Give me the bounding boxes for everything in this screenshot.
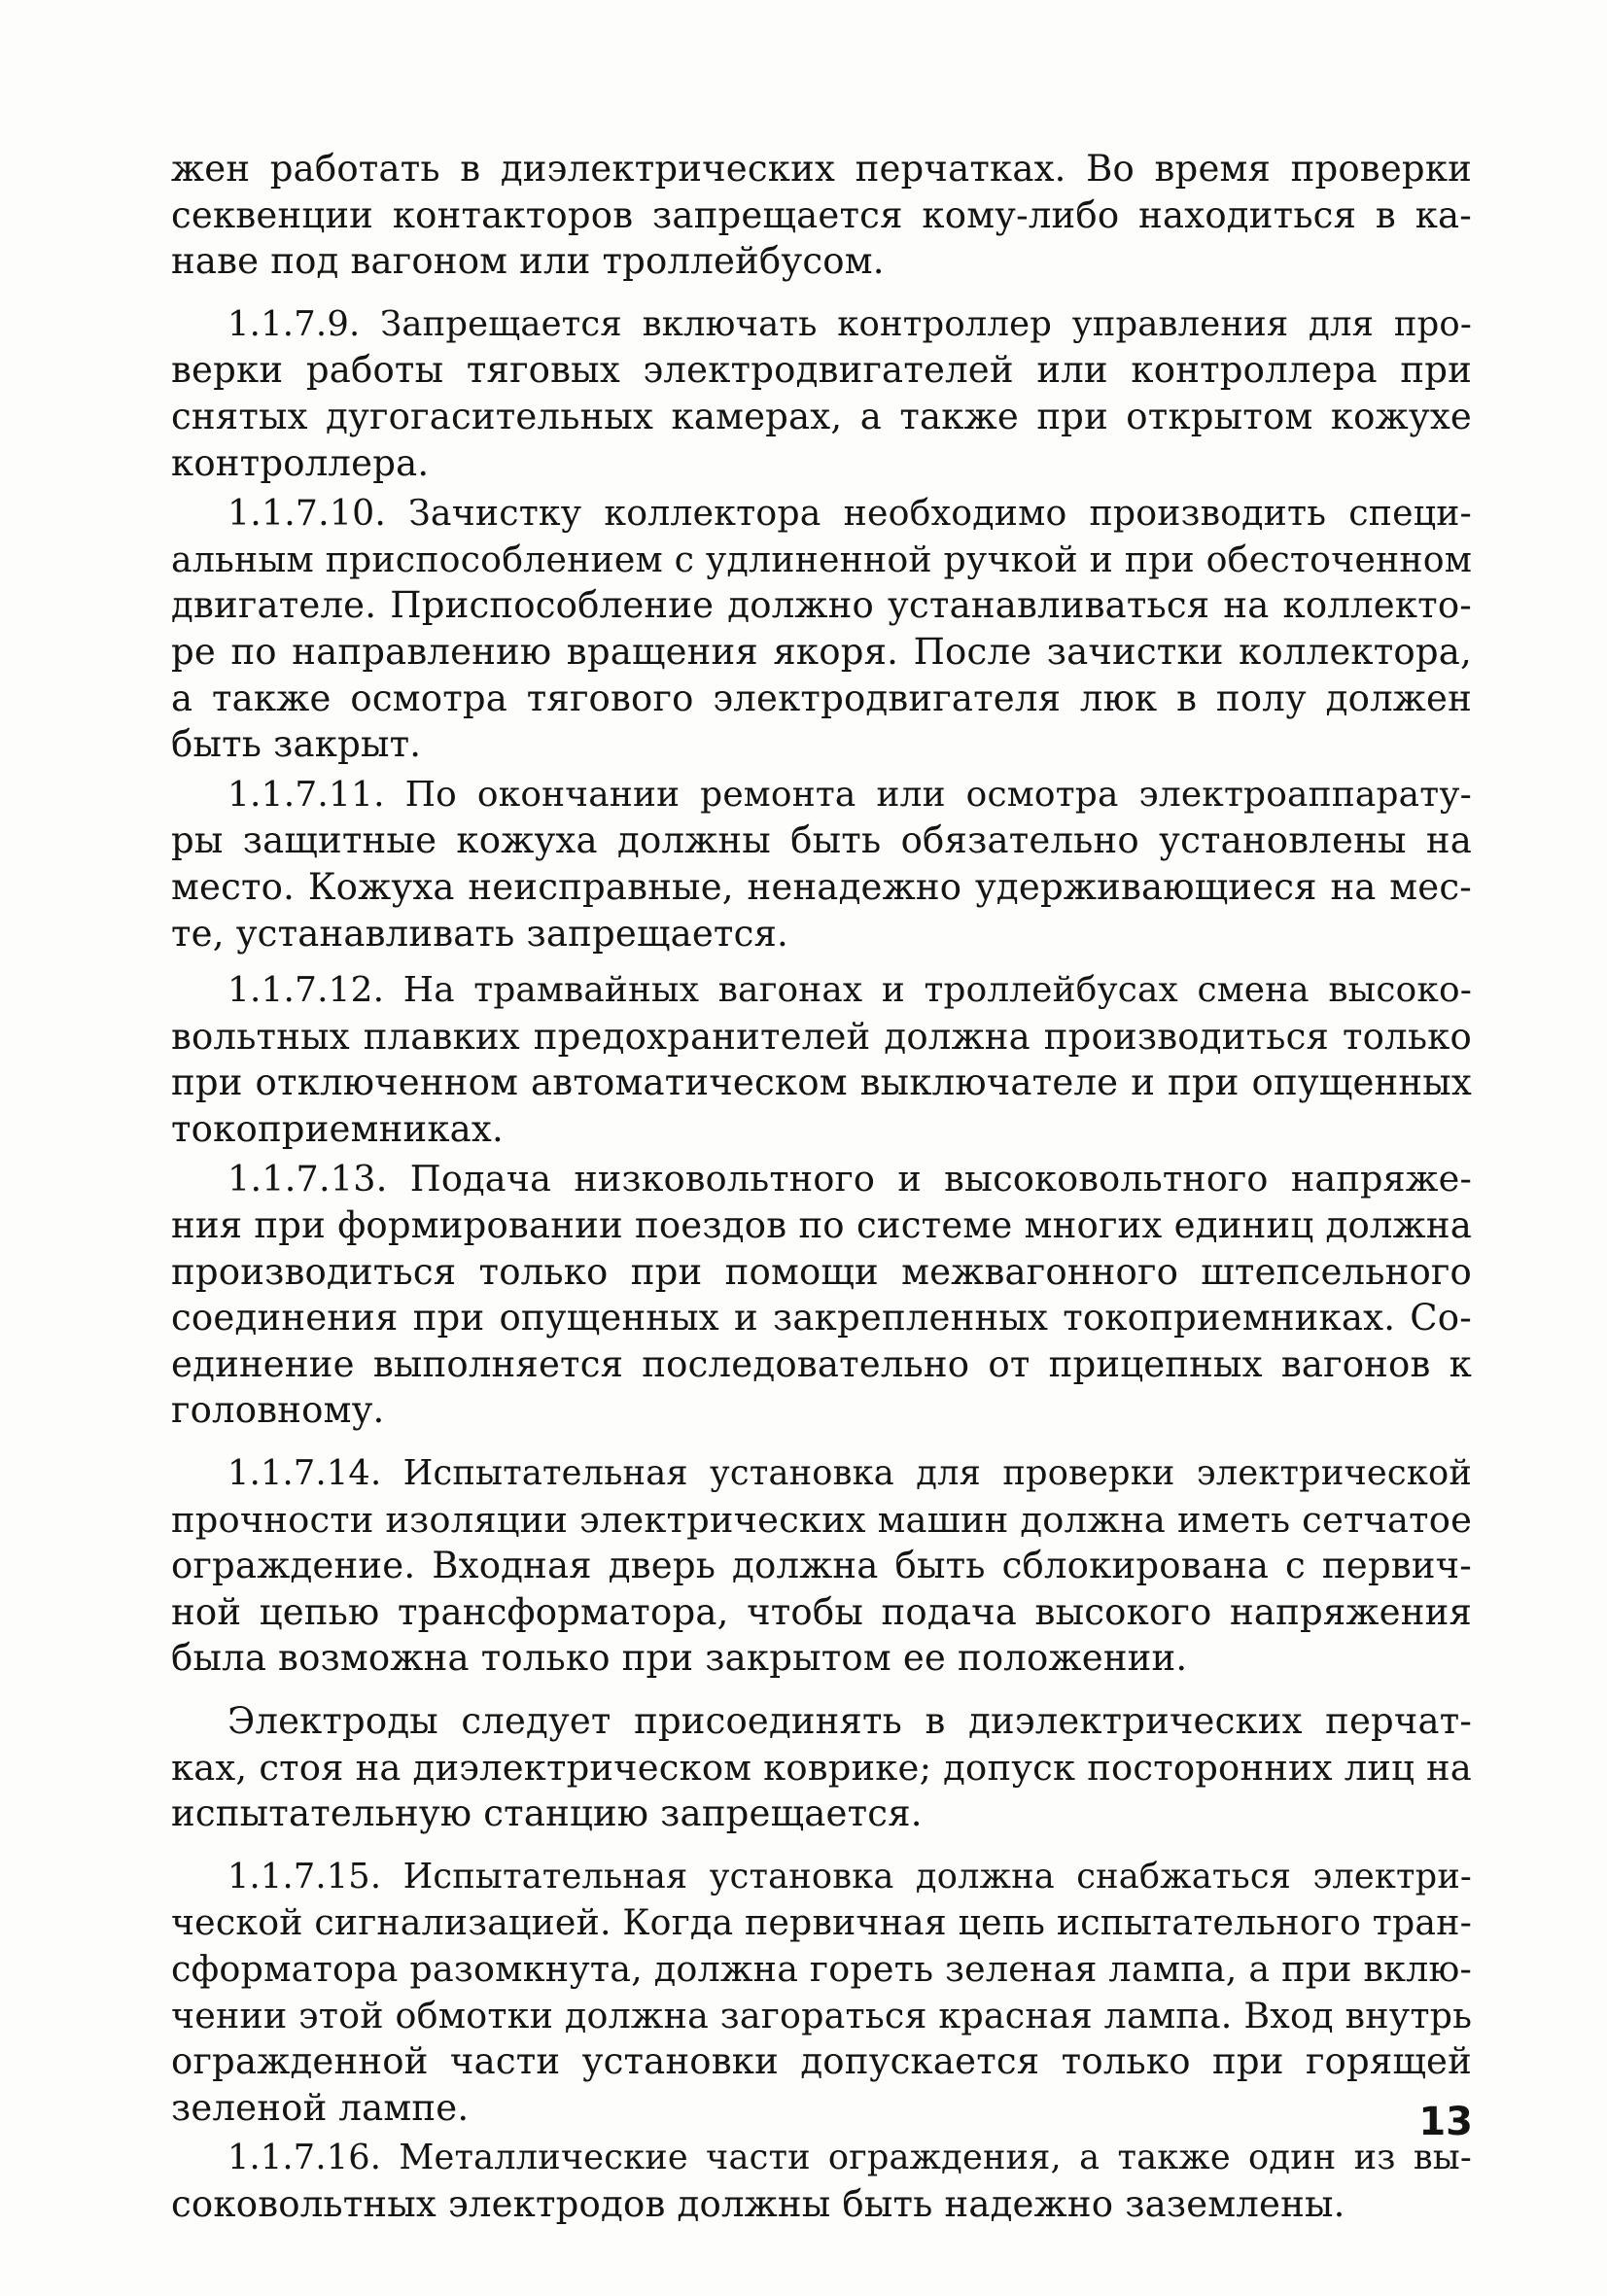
- text-line: ры защитные кожуха должны быть обязательно установлены на: [171, 819, 1472, 862]
- text-line: ках, стоя на диэлектрическом коврике; допуск посторонних лиц на: [171, 1746, 1472, 1789]
- paragraph-1-1-7-10: [171, 490, 1472, 768]
- text-line: зеленой лампе.: [171, 2086, 470, 2129]
- text-line: прочности изоляции электрических машин должна иметь сетчатое: [171, 1498, 1473, 1541]
- paragraph-1-1-7-13: [171, 1156, 1472, 1434]
- body-text: [171, 146, 1472, 2228]
- text-line: вольтных плавких предохранителей должна производиться только: [171, 1015, 1472, 1058]
- paragraph-electrodes: [171, 1698, 1472, 1837]
- text-line: соединения при опущенных и закрепленных токоприемниках. Со-: [171, 1297, 1472, 1339]
- text-line: 1.1.7.14. Испытательная установка для проверки электрической: [227, 1453, 1472, 1494]
- text-line: жен работать в диэлектрических перчатках. Во время проверки: [171, 148, 1472, 190]
- text-line: ния при формировании поездов по системе многих единиц должна: [171, 1204, 1472, 1247]
- text-line: единение выполняется последовательно от прицепных вагонов к: [171, 1342, 1472, 1385]
- text-line: альным приспособлением с удлиненной ручкой и при обесточенном: [171, 538, 1473, 580]
- text-line: головному.: [171, 1389, 385, 1432]
- text-line: чении этой обмотки должна загораться красная лампа. Вход внутрь: [171, 1994, 1473, 2036]
- paragraph-1-1-7-15: [171, 1854, 1472, 2132]
- text-line: огражденной части установки допускается только при горящей: [171, 2040, 1472, 2083]
- text-line: наве под вагоном или троллейбусом.: [171, 240, 885, 283]
- page-number: 13: [1418, 2100, 1473, 2144]
- text-line: производиться только при помощи межвагонного штепсельного: [171, 1250, 1472, 1293]
- text-line: ной цепью трансформатора, чтобы подача высокого напряжения: [171, 1590, 1472, 1633]
- text-line: ре по направлению вращения якоря. После зачистки коллектора,: [171, 630, 1472, 673]
- text-line: при отключенном автоматическом выключателе и при опущенных: [171, 1061, 1472, 1104]
- text-line: ческой сигнализацией. Когда первичная цепь испытательного тран-: [171, 1901, 1473, 1944]
- text-line: 1.1.7.11. По окончании ремонта или осмотра электроаппарату-: [227, 774, 1472, 815]
- paragraph-continuation: [171, 146, 1472, 285]
- paragraph-1-1-7-14: [171, 1450, 1472, 1682]
- text-line: верки работы тяговых электродвигателей или контроллера при: [171, 349, 1472, 392]
- paragraph-1-1-7-16: [171, 2135, 1472, 2227]
- text-line: 1.1.7.13. Подача низковольтного и высоковольтного напряже-: [227, 1158, 1472, 1200]
- paragraph-1-1-7-9: [171, 301, 1472, 486]
- text-line: а также осмотра тягового электродвигателя люк в полу должен: [171, 677, 1472, 719]
- text-line: 1.1.7.9. Запрещается включать контроллер управления для про-: [227, 303, 1472, 344]
- text-line: Электроды следует присоединять в диэлектрических перчат-: [227, 1700, 1472, 1742]
- text-line: 1.1.7.10. Зачистку коллектора необходимо производить специ-: [227, 492, 1472, 535]
- text-line: соковольтных электродов должны быть надежно заземлены.: [171, 2182, 1345, 2225]
- text-line: снятых дугогасительных камерах, а также при открытом кожухе: [171, 395, 1472, 437]
- text-line: 1.1.7.12. На трамвайных вагонах и троллейбусах смена высоко-: [227, 970, 1472, 1011]
- text-line: 1.1.7.16. Металлические части ограждения, а также один из вы-: [227, 2138, 1472, 2178]
- text-line: место. Кожуха неисправные, ненадежно удерживающиеся на мес-: [171, 865, 1472, 908]
- text-line: 1.1.7.15. Испытательная установка должна снабжаться электри-: [227, 1856, 1472, 1896]
- paragraph-1-1-7-11: [171, 772, 1472, 957]
- text-line: испытательную станцию запрещается.: [171, 1792, 923, 1835]
- text-line: токоприемниках.: [171, 1107, 504, 1150]
- text-line: контроллера.: [171, 441, 430, 484]
- paragraph-1-1-7-12: [171, 967, 1472, 1152]
- text-line: была возможна только при закрытом ее положении.: [171, 1637, 1188, 1680]
- text-line: двигателе. Приспособление должно устанавливаться на коллекто-: [171, 584, 1472, 627]
- text-line: сформатора разомкнута, должна гореть зеленая лампа, а при вклю-: [171, 1947, 1472, 1990]
- text-line: те, устанавливать запрещается.: [171, 912, 789, 955]
- text-line: ограждение. Входная дверь должна быть сблокирована с первич-: [171, 1545, 1472, 1587]
- text-line: быть закрыт.: [171, 723, 422, 766]
- text-line: секвенции контакторов запрещается кому-либо находиться в ка-: [171, 193, 1472, 236]
